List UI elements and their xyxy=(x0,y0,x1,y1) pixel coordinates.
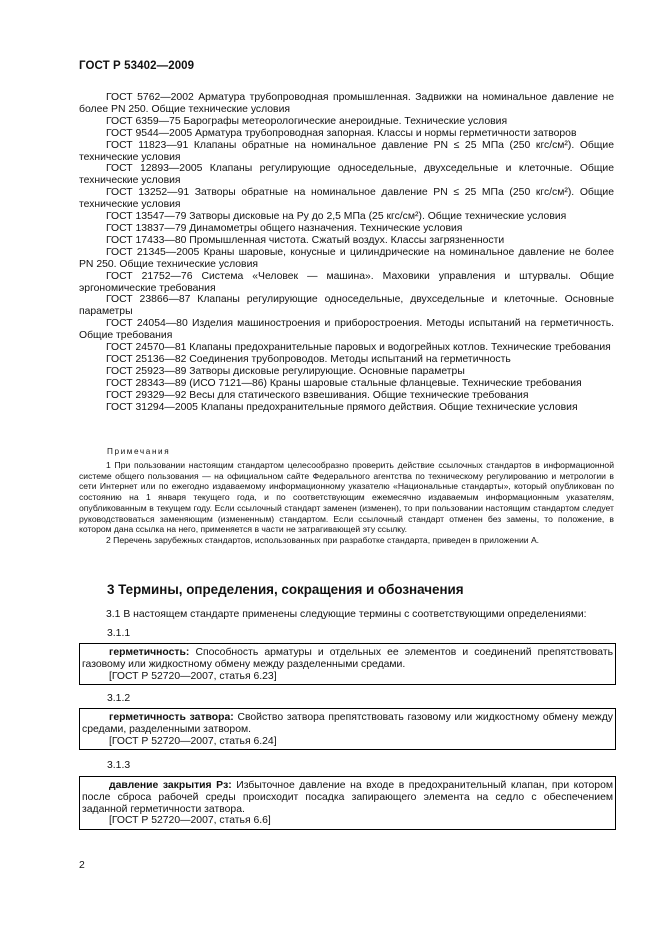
reference-item: ГОСТ 17433—80 Промышленная чистота. Сжатый воздух. Классы загрязненности xyxy=(106,234,505,246)
term-source: [ГОСТ Р 52720—2007, статья 6.24] xyxy=(109,735,277,747)
term-definition-box xyxy=(79,776,616,830)
reference-item: ГОСТ 13837—79 Динамометры общего назначения. Технические условия xyxy=(106,222,463,234)
reference-item: ГОСТ 5762—2002 Арматура трубопроводная промышленная. Задвижки на номинальное давление не более PN 250. Общие технические условия xyxy=(79,92,614,115)
reference-item: ГОСТ 13547—79 Затворы дисковые на Pу до 2,5 МПа (25 кгс/см²). Общие технические условия xyxy=(106,211,567,223)
reference-item: ГОСТ 24054—80 Изделия машиностроения и приборостроения. Методы испытаний на герметичность. Общие требования xyxy=(79,318,614,342)
term-number: 3.1.1 xyxy=(107,628,131,639)
reference-item: ГОСТ 13252—91 Затворы обратные на номинальное давление PN ≤ 25 МПа (250 кгс/см²). Общие технические условия xyxy=(79,187,614,211)
reference-item: ГОСТ 21752—76 Система «Человек — машина». Маховики управления и штурвалы. Общие эргономические требования xyxy=(79,270,614,294)
term-definition-box xyxy=(79,643,616,685)
term-source: [ГОСТ Р 52720—2007, статья 6.23] xyxy=(109,670,277,682)
reference-item: ГОСТ 31294—2005 Клапаны предохранительные прямого действия. Общие технические условия xyxy=(106,401,578,413)
reference-item: ГОСТ 28343—89 (ИСО 7121—86) Краны шаровые стальные фланцевые. Технические требования xyxy=(106,377,582,389)
page-number: 2 xyxy=(79,860,85,871)
notes xyxy=(79,460,614,546)
term-definition: Способность арматуры и отдельных ее элементов и соединений препятствовать газовому или жидкостному обмену между разделенными средами. xyxy=(82,647,613,670)
term-source: [ГОСТ Р 52720—2007, статья 6.6] xyxy=(109,815,271,827)
reference-item: ГОСТ 24570—81 Клапаны предохранительные паровых и водогрейных котлов. Технические требования xyxy=(106,342,611,354)
reference-item: ГОСТ 29329—92 Весы для статического взвешивания. Общие технические требования xyxy=(106,389,529,401)
term-word: герметичность: xyxy=(109,647,190,658)
reference-item: ГОСТ 25923—89 Затворы дисковые регулирующие. Основные параметры xyxy=(106,365,465,377)
reference-item: ГОСТ 23866—87 Клапаны регулирующие односедельные, двухседельные и клеточные. Основные параметры xyxy=(79,294,614,318)
term-word: давление закрытия Pз: xyxy=(109,780,232,791)
normative-references xyxy=(79,92,614,413)
term-word: герметичность затвора: xyxy=(109,712,234,723)
reference-item: ГОСТ 12893—2005 Клапаны регулирующие односедельные, двухседельные и клеточные. Общие технические условия xyxy=(79,163,614,187)
term-definition: Избыточное давление на входе в предохранительный клапан, при котором после сброса рабочей среды происходит посадка запирающего элемента на седло с обеспечением заданной герметичности затвора. xyxy=(82,780,614,815)
section-intro: 3.1 В настоящем стандарте применены следующие термины с соответствующими определениями: xyxy=(106,609,587,620)
note-item: 1 При пользовании настоящим стандартом целесообразно проверить действие ссылочных стандартов в информационной системе общего пользования — на официальном сайте Федерального агентства по техническому регулированию и метрологии в сети Интернет или по ежегодно издаваемому информационному указателю «Национальные стандарты», который опубликован по состоянию на 1 января текущего года, и по соответствующим ежемесячно издаваемым информационным указателям, опубликованным в текущем году. Если ссылочный стандарт заменен (изменен), то при пользовании настоящим стандартом следует руководствоваться заменяющим (измененным) стандартом. Если ссылочный стандарт отменен без замены, то положение, в котором дана ссылка на него, применяется в части не затрагивающей эту ссылку. xyxy=(79,460,614,535)
reference-item: ГОСТ 9544—2005 Арматура трубопроводная запорная. Классы и нормы герметичности затворов xyxy=(106,127,577,139)
reference-item: ГОСТ 6359—75 Барографы метеорологические анероидные. Технические условия xyxy=(106,115,508,127)
reference-item: ГОСТ 11823—91 Клапаны обратные на номинальное давление PN ≤ 25 МПа (250 кгс/см²). Общие технические условия xyxy=(79,139,614,163)
term-definition-box xyxy=(79,708,616,750)
term-number: 3.1.3 xyxy=(107,760,131,771)
section-heading: 3 Термины, определения, сокращения и обозначения xyxy=(107,582,464,597)
reference-item: ГОСТ 25136—82 Соединения трубопроводов. Методы испытаний на герметичность xyxy=(106,353,511,365)
note-item: 2 Перечень зарубежных стандартов, использованных при разработке стандарта, приведен в приложении А. xyxy=(106,534,540,545)
term-number: 3.1.2 xyxy=(107,693,131,704)
term-definition: Свойство затвора препятствовать газовому или жидкостному обмену между средами, разделенными затвором. xyxy=(82,712,613,735)
notes-title: Примечания xyxy=(107,447,171,456)
reference-item: ГОСТ 21345—2005 Краны шаровые, конусные и цилиндрические на номинальное давление не более PN 250. Общие технические условия xyxy=(79,246,615,270)
document-header: ГОСТ Р 53402—2009 xyxy=(79,60,195,72)
